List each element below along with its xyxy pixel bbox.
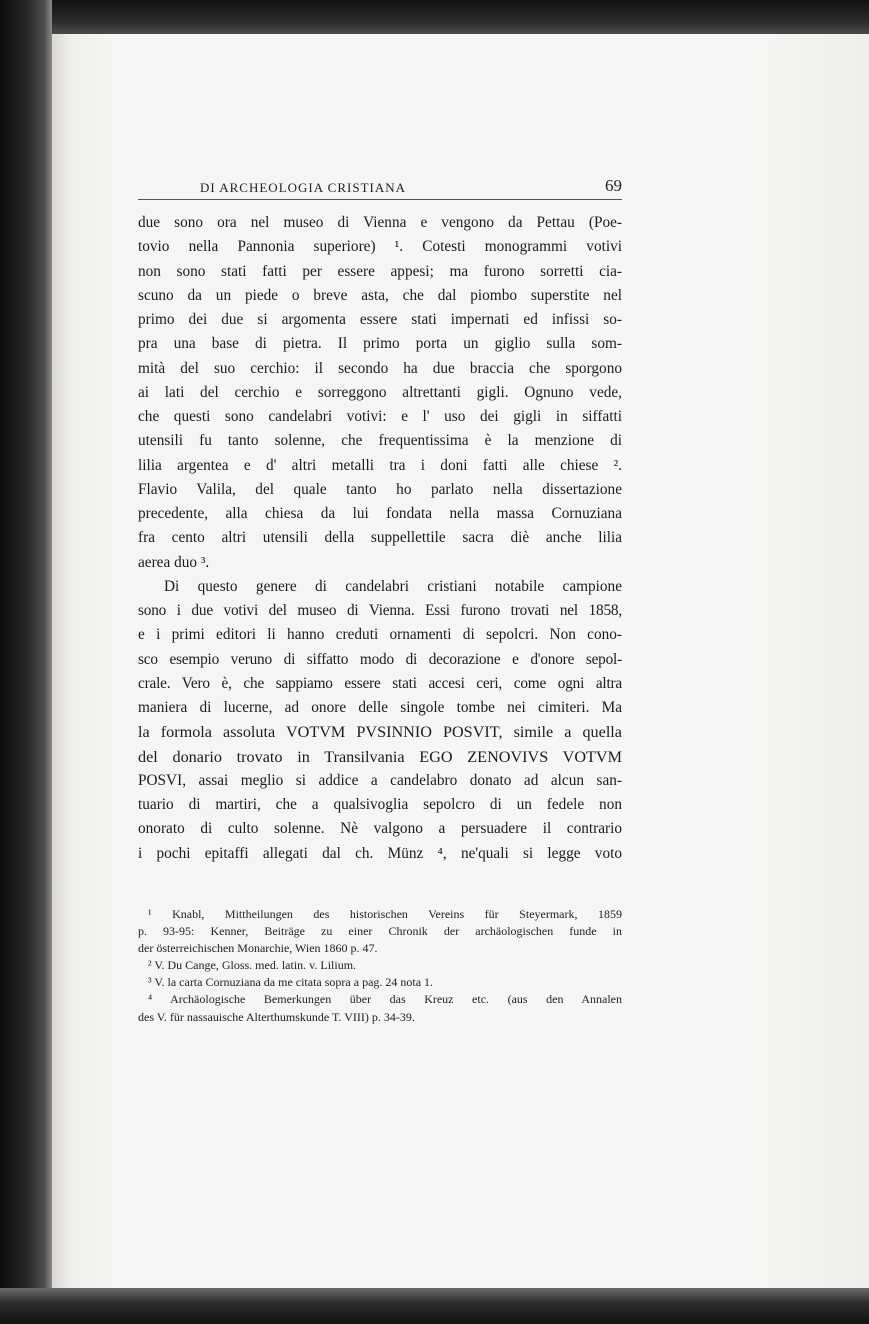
header-rule <box>138 199 622 200</box>
text-line: utensili fu tanto solenne, che frequentissima è la menzione di <box>138 432 622 450</box>
paragraph-start-line: Di questo genere di candelabri cristiani notabile campione <box>164 577 622 595</box>
footnote-1: ¹ Knabl, Mittheilungen des historischen Vereins für Steyermark, 1859 <box>148 907 622 921</box>
text-line: Flavio Valila, del quale tanto ho parlato nella dissertazione <box>138 480 622 498</box>
text-line: i pochi epitaffi allegati dal ch. Münz ⁴, ne'quali si legge voto <box>138 844 622 862</box>
text-line: del donario trovato in Transilvania EGO ZENOVIVS VOTVM <box>138 747 622 766</box>
footnote-2: ² V. Du Cange, Gloss. med. latin. v. Lilium. <box>148 958 357 973</box>
text-line: sono i due votivi del museo di Vienna. Essi furono trovati nel 1858, <box>138 602 622 619</box>
text-line: tuario di martiri, che a qualsivoglia sepolcro di un fedele non <box>138 796 622 813</box>
text-line: che questi sono candelabri votivi: e l' uso dei gigli in siffatti <box>138 408 622 425</box>
scan-border-top <box>0 0 869 34</box>
text-line: non sono stati fatti per essere appesi; ma furono sorretti cia- <box>138 262 622 280</box>
footnote-1-end: der österreichischen Monarchie, Wien 1860 p. 47. <box>138 941 378 956</box>
running-head: DI ARCHEOLOGIA CRISTIANA <box>200 180 406 195</box>
text-line: tovio nella Pannonia superiore) ¹. Cotesti monogrammi votivi <box>138 238 622 256</box>
text-line: crale. Vero è, che sappiamo essere stati accesi ceri, come ogni altra <box>138 674 622 692</box>
text-line: sco esempio veruno di siffatto modo di decorazione e d'onore sepol- <box>138 650 622 668</box>
footnotes <box>138 906 622 1026</box>
text-line: lilia argentea e d' altri metalli tra i doni fatti alle chiese ². <box>138 456 622 474</box>
text-line: POSVI, assai meglio si addice a candelabro donato ad alcun san- <box>138 771 622 789</box>
text-line: pra una base di pietra. Il primo porta un giglio sulla som- <box>138 335 622 353</box>
page-number: 69 <box>605 176 622 195</box>
footnote-3: ³ V. la carta Cornuziana da me citata sopra a pag. 24 nota 1. <box>148 975 434 990</box>
text-line: fra cento altri utensili della suppellettile sacra diè anche lilia <box>138 529 622 547</box>
text-line: la formola assoluta VOTVM PVSINNIO POSVIT, simile a quella <box>138 723 622 742</box>
text-line: precedente, alla chiesa da lui fondata nella massa Cornuziana <box>138 505 622 522</box>
text-line: mità del suo cerchio: il secondo ha due braccia che sporgono <box>138 359 622 377</box>
text-line: due sono ora nel museo di Vienna e vengono da Pettau (Poe- <box>138 214 622 231</box>
text-line: maniera di lucerne, ad onore delle singole tombe nei cimiteri. Ma <box>138 699 622 716</box>
text-line: primo dei due si argomenta essere stati impernati ed infissi so- <box>138 311 622 328</box>
footnote-4: ⁴ Archäologische Bemerkungen über das Kreuz etc. (aus den Annalen <box>148 992 622 1007</box>
paragraph-end-line: aerea duo ³. <box>138 553 210 571</box>
body-text <box>138 211 622 866</box>
footnote-1-cont: p. 93-95: Kenner, Beiträge zu einer Chronik der archäologischen funde in <box>138 924 622 939</box>
text-line: ai lati del cerchio e sorreggono altrettanti gigli. Ognuno vede, <box>138 383 622 401</box>
text-line: scuno da un piede o breve asta, che dal piombo superstite nel <box>138 286 622 304</box>
page-header <box>138 176 622 198</box>
text-line: e i primi editori li hanno creduti ornamenti di sepolcri. Non cono- <box>138 626 622 644</box>
scan-border-bottom <box>0 1288 869 1324</box>
footnote-4-end: des V. für nassauische Alterthumskunde T. VIII) p. 34-39. <box>138 1009 415 1024</box>
text-line: onorato di culto solenne. Nè valgono a persuadere il contrario <box>138 820 622 838</box>
scan-border-left <box>0 0 52 1324</box>
